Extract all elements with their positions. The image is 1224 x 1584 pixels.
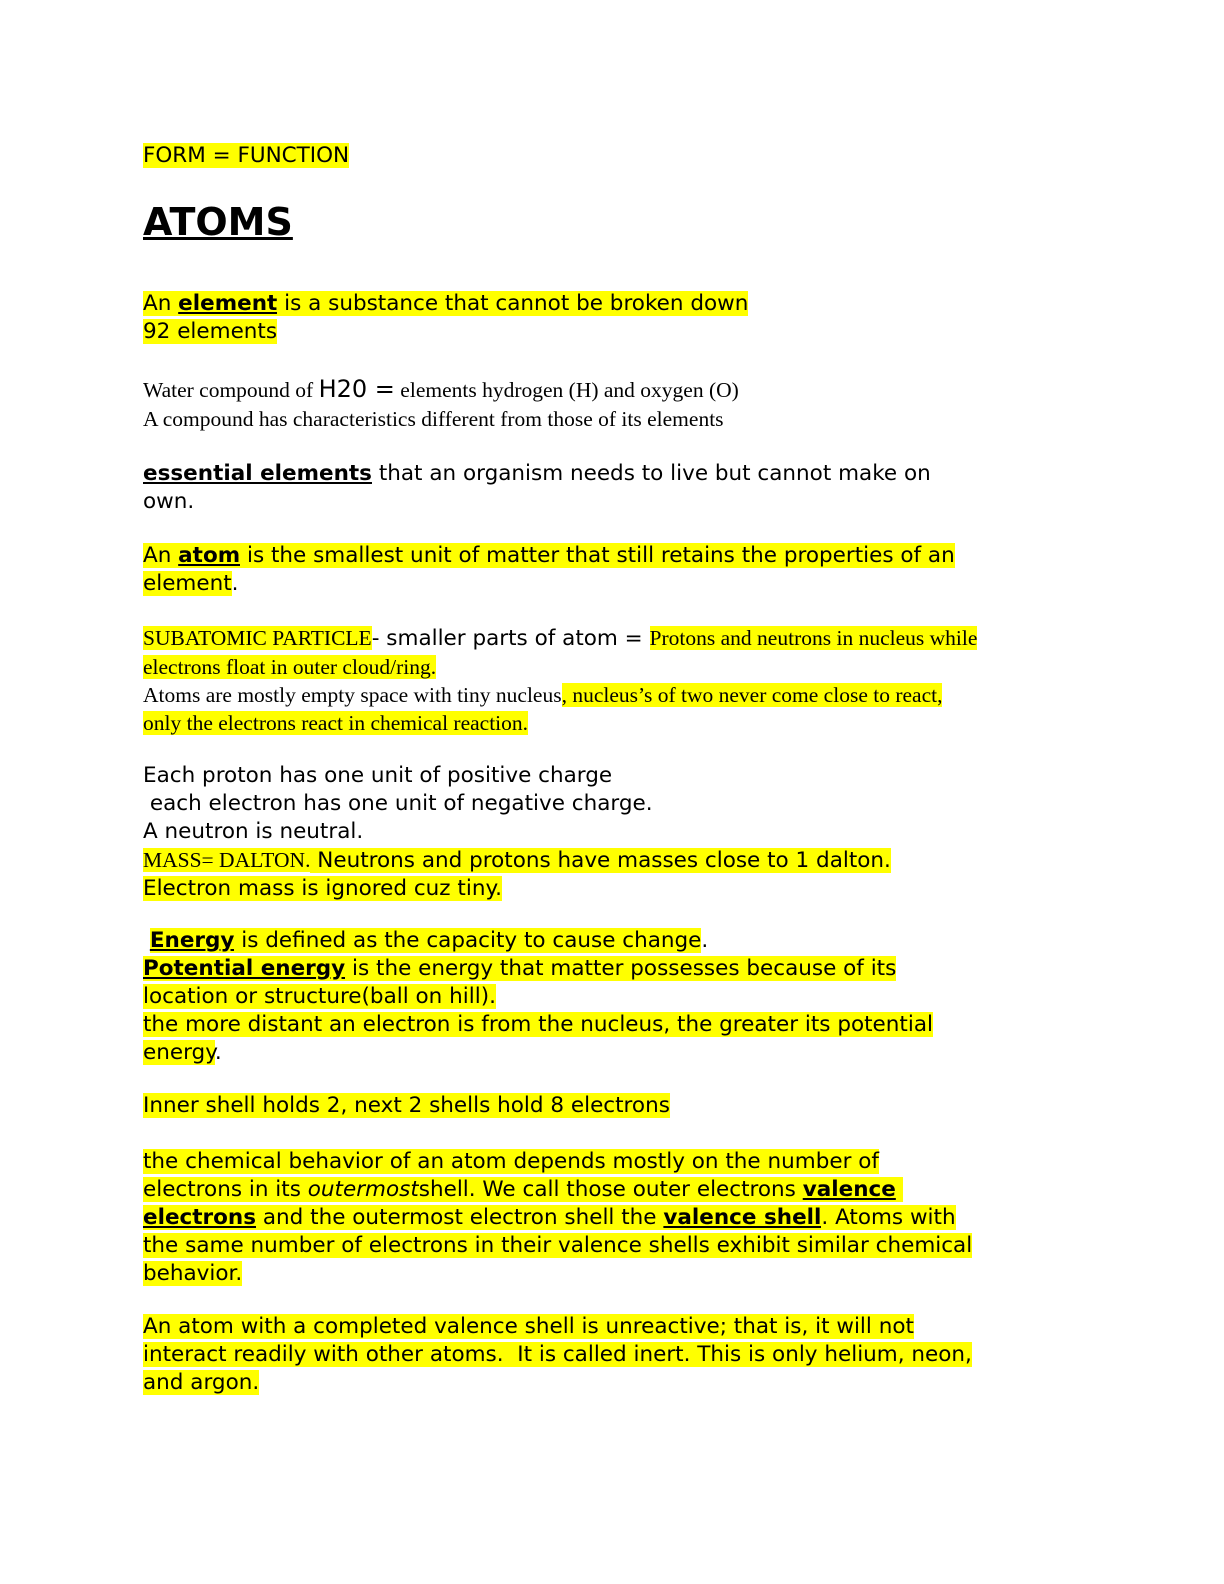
essential-elements-term: essential elements [143,461,372,486]
valence-electrons-term: valence [802,1177,896,1202]
energy-term: Energy [149,928,235,953]
element-term: element [178,291,278,316]
page-title: ATOMS [143,200,293,244]
valence-shell-term: valence shell [663,1205,822,1230]
element-paragraph: An element is a substance that cannot be broken down 92 elements [143,291,749,344]
essential-elements-paragraph: essential elements that an organism needs to live but cannot make on own. [143,461,931,514]
energy-paragraph: Energy is defined as the capacity to cause change. Potential energy is the energy that matter possesses because of its location or structure(ball on hill). the more distant an electron is from the nucleus, the greater its potential energy. [143,928,933,1065]
subatomic-paragraph: SUBATOMIC PARTICLE- smaller parts of atom = Protons and neutrons in nucleus while electrons float in outer cloud/ring. Atoms are mostly empty space with tiny nucleus, nucleus’s of two never come close to react, only the electrons react in chemical reaction. [143,626,978,735]
element-count: 92 elements [143,319,278,344]
subatomic-label: SUBATOMIC PARTICLE [143,626,372,650]
atom-paragraph: An atom is the smallest unit of matter that still retains the properties of an element. [143,543,955,596]
atom-term: atom [178,543,241,568]
form-function-note: FORM = FUNCTION [143,143,350,168]
shells-paragraph: Inner shell holds 2, next 2 shells hold 8 electrons [143,1093,670,1118]
water-formula: H20 = [318,375,395,403]
water-paragraph: Water compound of H20 = elements hydrogen (H) and oxygen (O) A compound has characteristics different from those of its elements [143,375,739,431]
inert-paragraph: An atom with a completed valence shell is unreactive; that is, it will not interact readily with other atoms. It is called inert. This is only helium, neon, and argon. [143,1314,972,1395]
mass-label: MASS= DALTON. [143,848,311,872]
charge-paragraph: Each proton has one unit of positive charge each electron has one unit of negative charge. A neutron is neutral. MASS= DALTON. Neutrons and protons have masses close to 1 dalton. Electron mass is ignored cuz tiny. [143,763,891,901]
valence-paragraph: the chemical behavior of an atom depends mostly on the number of electrons in its outermostshell. We call those outer electrons valence electrons and the outermost electron shell the valence shell. Atoms with the same number of electrons in their valence shells exhibit similar chemical behavior. [143,1149,973,1286]
potential-energy-term: Potential energy [143,956,346,981]
